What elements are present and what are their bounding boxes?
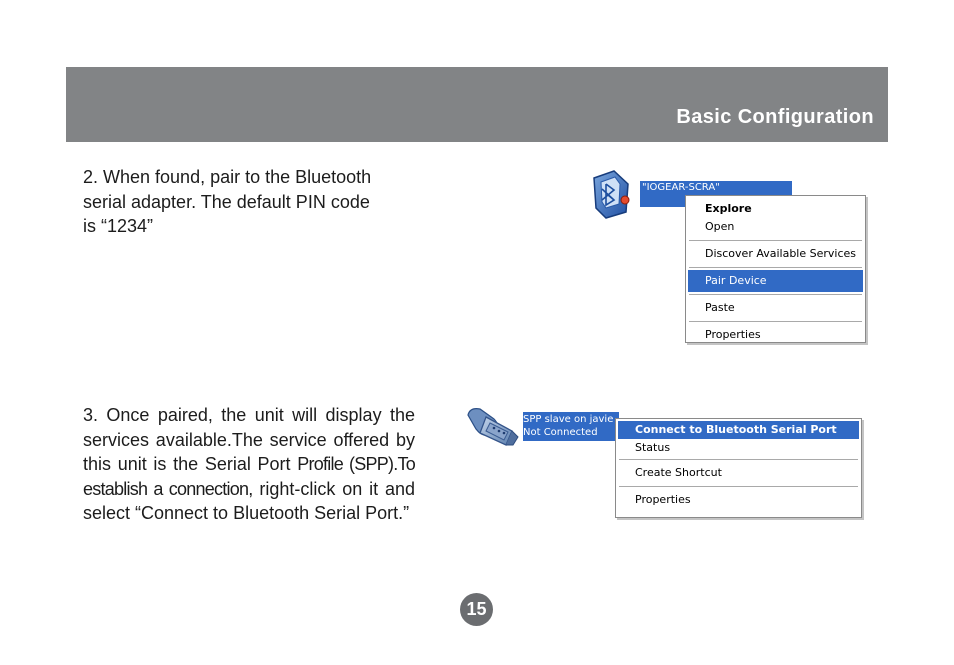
page-number-badge: 15 bbox=[460, 593, 493, 626]
menu-separator bbox=[689, 267, 862, 268]
menu-item-connect-serial-port[interactable]: Connect to Bluetooth Serial Port bbox=[618, 421, 859, 439]
step-2-line: 2. When found, pair to the Bluetooth bbox=[83, 167, 372, 187]
menu-item-status[interactable]: Status bbox=[635, 441, 671, 454]
step-3-text-part: right-click on it and select “Connect to Bluetooth Serial Port.” bbox=[83, 478, 415, 523]
bluetooth-device-icon[interactable] bbox=[588, 168, 636, 220]
menu-separator bbox=[689, 294, 862, 295]
menu-item-properties[interactable]: Properties bbox=[635, 493, 691, 506]
menu-item-create-shortcut[interactable]: Create Shortcut bbox=[635, 466, 722, 479]
step-3-text bbox=[83, 403, 415, 526]
menu-separator bbox=[619, 486, 858, 487]
step-2-line: is “1234” bbox=[83, 216, 154, 236]
section-title: Basic Configuration bbox=[676, 106, 874, 128]
menu-separator bbox=[619, 459, 858, 460]
menu-item-discover-services[interactable]: Discover Available Services bbox=[705, 247, 857, 260]
device-context-menu bbox=[685, 195, 866, 343]
menu-separator bbox=[689, 240, 862, 241]
menu-item-open[interactable]: Open bbox=[705, 220, 735, 233]
header-band bbox=[66, 67, 888, 142]
serial-port-icon[interactable] bbox=[466, 401, 522, 449]
service-context-menu bbox=[615, 418, 862, 518]
menu-separator bbox=[689, 321, 862, 322]
menu-item-properties[interactable]: Properties bbox=[705, 328, 761, 341]
step-2-text bbox=[83, 165, 415, 239]
step-3-text-part: Profile (SPP).To establish a connection, bbox=[83, 454, 415, 499]
service-label-name: SPP slave on javie bbox=[523, 414, 614, 425]
menu-item-paste[interactable]: Paste bbox=[705, 301, 735, 314]
step-2-line: serial adapter. The default PIN code bbox=[83, 191, 370, 212]
device-label[interactable]: "IOGEAR-SCRA" bbox=[640, 181, 792, 207]
service-label-status: Not Connected bbox=[523, 427, 598, 438]
menu-item-explore[interactable]: Explore bbox=[705, 202, 752, 215]
service-label[interactable] bbox=[523, 412, 619, 441]
step-3-text-part: 3. Once paired, the unit will display the services available.The service offered by this unit is the Serial Port bbox=[83, 405, 415, 474]
menu-item-pair-device[interactable]: Pair Device bbox=[688, 270, 863, 292]
